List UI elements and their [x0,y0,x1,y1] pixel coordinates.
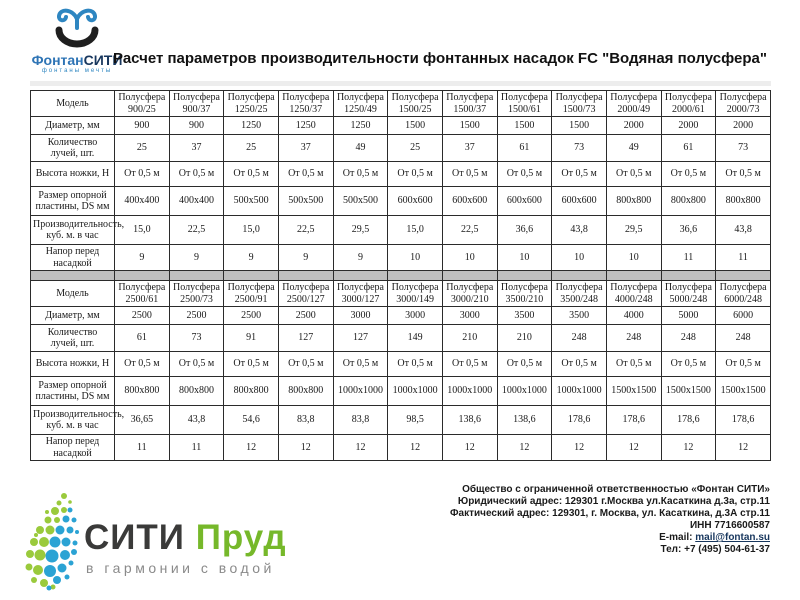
table-cell: 800x800 [169,377,224,406]
logo-city-text: СИТИ [84,518,185,557]
table-cell: Полусфера 1500/61 [497,91,552,117]
table-cell: Полусфера 3500/248 [552,281,607,307]
table-cell: 11 [169,435,224,461]
table-row [31,435,771,461]
table-cell: 9 [278,245,333,271]
table-cell: 1500 [388,117,443,135]
table-cell: 600x600 [497,187,552,216]
table-cell: 11 [115,435,170,461]
table-cell: 248 [661,325,716,352]
table-cell: 178,6 [552,406,607,435]
table-cell: 91 [224,325,279,352]
table-cell: 22,5 [278,216,333,245]
table-cell: 9 [115,245,170,271]
table-cell: От 0,5 м [497,162,552,187]
table-cell: Полусфера 1500/37 [442,91,497,117]
table-cell: 500x500 [278,187,333,216]
table-cell: Полусфера 3000/210 [442,281,497,307]
row-label: Напор перед насадкой [31,245,115,271]
table-cell: Полусфера 1500/25 [388,91,443,117]
table-cell: 9 [333,245,388,271]
separator-cell [278,271,333,281]
table-cell: 1500x1500 [716,377,771,406]
row-label: Диаметр, мм [31,117,115,135]
table-cell: 149 [388,325,443,352]
table-cell: От 0,5 м [115,352,170,377]
table-cell: 3000 [388,307,443,325]
table-cell: 127 [278,325,333,352]
table-row [31,117,771,135]
table-cell: 37 [278,135,333,162]
table-cell: 10 [606,245,661,271]
row-label: Диаметр, мм [31,307,115,325]
table-cell: Полусфера 3000/149 [388,281,443,307]
table-cell: От 0,5 м [661,352,716,377]
table-cell: 3500 [497,307,552,325]
table-cell: 83,8 [333,406,388,435]
row-label: Высота ножки, Н [31,352,115,377]
table-cell: 22,5 [169,216,224,245]
table-cell: 29,5 [606,216,661,245]
table-cell: 10 [497,245,552,271]
table-cell: 12 [552,435,607,461]
table-cell: 900 [169,117,224,135]
table-cell: От 0,5 м [606,352,661,377]
table-row [31,91,771,117]
table-cell: 1250 [278,117,333,135]
table-cell: От 0,5 м [169,352,224,377]
table-cell: 210 [497,325,552,352]
table-row [31,377,771,406]
table-cell: 1000x1000 [497,377,552,406]
table-cell: 500x500 [333,187,388,216]
table-cell: 10 [388,245,443,271]
table-cell: 37 [169,135,224,162]
table-cell: Полусфера 900/37 [169,91,224,117]
table-cell: От 0,5 м [224,352,279,377]
table-cell: 400x400 [115,187,170,216]
table-cell: 178,6 [661,406,716,435]
table-cell: 9 [224,245,279,271]
company-legal-address: Юридический адрес: 129301 г.Москва ул.Касаткина д.3а, стр.11 [457,496,770,507]
separator-cell [31,271,115,281]
fountain-icon [47,6,107,48]
table-cell: От 0,5 м [333,352,388,377]
table-cell: 800x800 [606,187,661,216]
table-row [31,162,771,187]
table-cell: 2500 [169,307,224,325]
table-cell: 2500 [224,307,279,325]
table-cell: 61 [497,135,552,162]
table-cell: Полусфера 2000/73 [716,91,771,117]
table-cell: 1500 [497,117,552,135]
row-label: Модель [31,91,115,117]
table-cell: 10 [552,245,607,271]
table-cell: 61 [661,135,716,162]
table-cell: От 0,5 м [661,162,716,187]
separator-cell [497,271,552,281]
table-cell: 1250 [224,117,279,135]
separator-cell [333,271,388,281]
table-cell: 15,0 [224,216,279,245]
row-label: Высота ножки, Н [31,162,115,187]
table-cell: От 0,5 м [115,162,170,187]
table-row [31,216,771,245]
table-cell: От 0,5 м [169,162,224,187]
table-cell: Полусфера 1250/25 [224,91,279,117]
table-cell: 1000x1000 [552,377,607,406]
table-cell: 37 [442,135,497,162]
table-cell: 3500 [552,307,607,325]
table-cell: 138,6 [442,406,497,435]
table-cell: 600x600 [442,187,497,216]
table-cell: 600x600 [388,187,443,216]
table-cell: 22,5 [442,216,497,245]
table-cell: 9 [169,245,224,271]
table-cell: 36,6 [661,216,716,245]
table-cell: 11 [661,245,716,271]
row-label: Размер опорной пластины, DS мм [31,377,115,406]
table-cell: 2500 [115,307,170,325]
separator-cell [115,271,170,281]
separator-cell [661,271,716,281]
table-cell: Полусфера 1500/73 [552,91,607,117]
email-link[interactable]: mail@fontan.su [695,532,770,543]
table-cell: От 0,5 м [716,352,771,377]
table-cell: 1250 [333,117,388,135]
table-cell: Полусфера 2000/61 [661,91,716,117]
table-cell: 500x500 [224,187,279,216]
table-cell: 12 [497,435,552,461]
page-title: Расчет параметров производительности фонтанных насадок FC "Водяная полусфера" [113,50,767,67]
table-cell: Полусфера 6000/248 [716,281,771,307]
logo-word-city: СИТИ [83,52,123,68]
table-cell: От 0,5 м [333,162,388,187]
table-cell: 800x800 [115,377,170,406]
table-cell: От 0,5 м [552,352,607,377]
table-cell: Полусфера 2500/127 [278,281,333,307]
table-cell: От 0,5 м [606,162,661,187]
table-cell: 5000 [661,307,716,325]
table-cell: 4000 [606,307,661,325]
table-cell: 54,6 [224,406,279,435]
table-cell: От 0,5 м [497,352,552,377]
table-cell: 25 [224,135,279,162]
table-cell: 1500 [552,117,607,135]
row-label: Производительность, куб. м. в час [31,216,115,245]
table-cell: Полусфера 4000/248 [606,281,661,307]
table-cell: 178,6 [606,406,661,435]
table-cell: Полусфера 1250/37 [278,91,333,117]
table-row [31,406,771,435]
table-cell: 600x600 [552,187,607,216]
table-cell: 83,8 [278,406,333,435]
table-cell: 15,0 [115,216,170,245]
table-row [31,245,771,271]
table-cell: От 0,5 м [224,162,279,187]
table-cell: 2500 [278,307,333,325]
table-cell: 1500 [442,117,497,135]
separator-cell [716,271,771,281]
table-cell: 3000 [333,307,388,325]
table-cell: 800x800 [661,187,716,216]
table-cell: 138,6 [497,406,552,435]
table-cell: От 0,5 м [388,352,443,377]
table-cell: 900 [115,117,170,135]
company-info [350,484,770,556]
table-cell: 400x400 [169,187,224,216]
table-cell: От 0,5 м [442,352,497,377]
table-cell: Полусфера 5000/248 [661,281,716,307]
company-name: Общество с ограниченной ответственностью «Фонтан СИТИ» [462,484,770,495]
separator-cell [552,271,607,281]
table-cell: 73 [169,325,224,352]
table-cell: 25 [388,135,443,162]
table-cell: 12 [278,435,333,461]
table-cell: 36,65 [115,406,170,435]
separator-cell [388,271,443,281]
table-cell: 1000x1000 [333,377,388,406]
separator-cell [442,271,497,281]
logo-slogan: в гармонии с водой [86,560,275,576]
table-cell: Полусфера 2000/49 [606,91,661,117]
table-cell: 210 [442,325,497,352]
table-cell: 11 [716,245,771,271]
table-cell: Полусфера 1250/49 [333,91,388,117]
water-drop-dots-icon [22,490,84,592]
company-actual-address: Фактический адрес: 129301, г. Москва, ул. Касаткина, д.3А стр.11 [450,508,770,519]
table-cell: Полусфера 900/25 [115,91,170,117]
separator-cell [224,271,279,281]
table-cell: 12 [661,435,716,461]
table-cell: 127 [333,325,388,352]
table-cell: 43,8 [169,406,224,435]
table-row [31,352,771,377]
table-cell: 248 [552,325,607,352]
table-cell: От 0,5 м [278,352,333,377]
spec-table [30,90,771,461]
table-cell: 3000 [442,307,497,325]
email-label: E-mail: [659,532,696,543]
table-row [31,307,771,325]
separator-cell [606,271,661,281]
table-cell: Полусфера 2500/91 [224,281,279,307]
company-inn: ИНН 7716600587 [689,520,770,531]
table-cell: 2000 [716,117,771,135]
table-cell: 2000 [661,117,716,135]
table-cell: 12 [388,435,443,461]
table-cell: 248 [716,325,771,352]
table-cell: Полусфера 2500/73 [169,281,224,307]
table-cell: Полусфера 2500/61 [115,281,170,307]
table-cell: 36,6 [497,216,552,245]
table-cell: 29,5 [333,216,388,245]
table-cell: 61 [115,325,170,352]
logo-prud-text: Пруд [195,518,287,557]
table-cell: От 0,5 м [442,162,497,187]
table-cell: От 0,5 м [388,162,443,187]
separator-cell [169,271,224,281]
title-underline [30,81,771,86]
row-label: Количество лучей, шт. [31,325,115,352]
logo-word-fontan: Фонтан [31,52,84,68]
table-cell: 12 [442,435,497,461]
spec-table-body [31,91,771,461]
table-row [31,281,771,307]
table-cell: 98,5 [388,406,443,435]
table-cell: 248 [606,325,661,352]
logo-tagline: фонтаны мечты [41,68,113,74]
row-label: Модель [31,281,115,307]
table-cell: Полусфера 3000/127 [333,281,388,307]
table-row [31,325,771,352]
table-cell: 10 [442,245,497,271]
table-cell: 43,8 [552,216,607,245]
table-cell: 73 [716,135,771,162]
table-cell: 800x800 [278,377,333,406]
table-row [31,135,771,162]
table-cell: Полусфера 3500/210 [497,281,552,307]
company-phone: Тел: +7 (495) 504-61-37 [660,544,770,555]
table-cell: 49 [606,135,661,162]
table-cell: 6000 [716,307,771,325]
table-cell: 12 [606,435,661,461]
row-label: Производительность, куб. м. в час [31,406,115,435]
table-cell: 1500x1500 [606,377,661,406]
table-cell: 2000 [606,117,661,135]
table-cell: 1500x1500 [661,377,716,406]
table-cell: 1000x1000 [442,377,497,406]
table-cell: 25 [115,135,170,162]
company-email-line [350,532,770,544]
row-label: Количество лучей, шт. [31,135,115,162]
logo-brand-text [84,518,287,558]
table-cell: 12 [224,435,279,461]
table-cell: 12 [716,435,771,461]
table-cell: 800x800 [716,187,771,216]
table-cell: От 0,5 м [552,162,607,187]
table-cell: 12 [333,435,388,461]
table-cell: 800x800 [224,377,279,406]
table-cell: 178,6 [716,406,771,435]
table-cell: 73 [552,135,607,162]
row-label: Напор перед насадкой [31,435,115,461]
section-separator-row [31,271,771,281]
row-label: Размер опорной пластины, DS мм [31,187,115,216]
table-cell: 15,0 [388,216,443,245]
table-cell: От 0,5 м [278,162,333,187]
table-row [31,187,771,216]
table-cell: 1000x1000 [388,377,443,406]
table-cell: От 0,5 м [716,162,771,187]
table-cell: 49 [333,135,388,162]
table-cell: 43,8 [716,216,771,245]
